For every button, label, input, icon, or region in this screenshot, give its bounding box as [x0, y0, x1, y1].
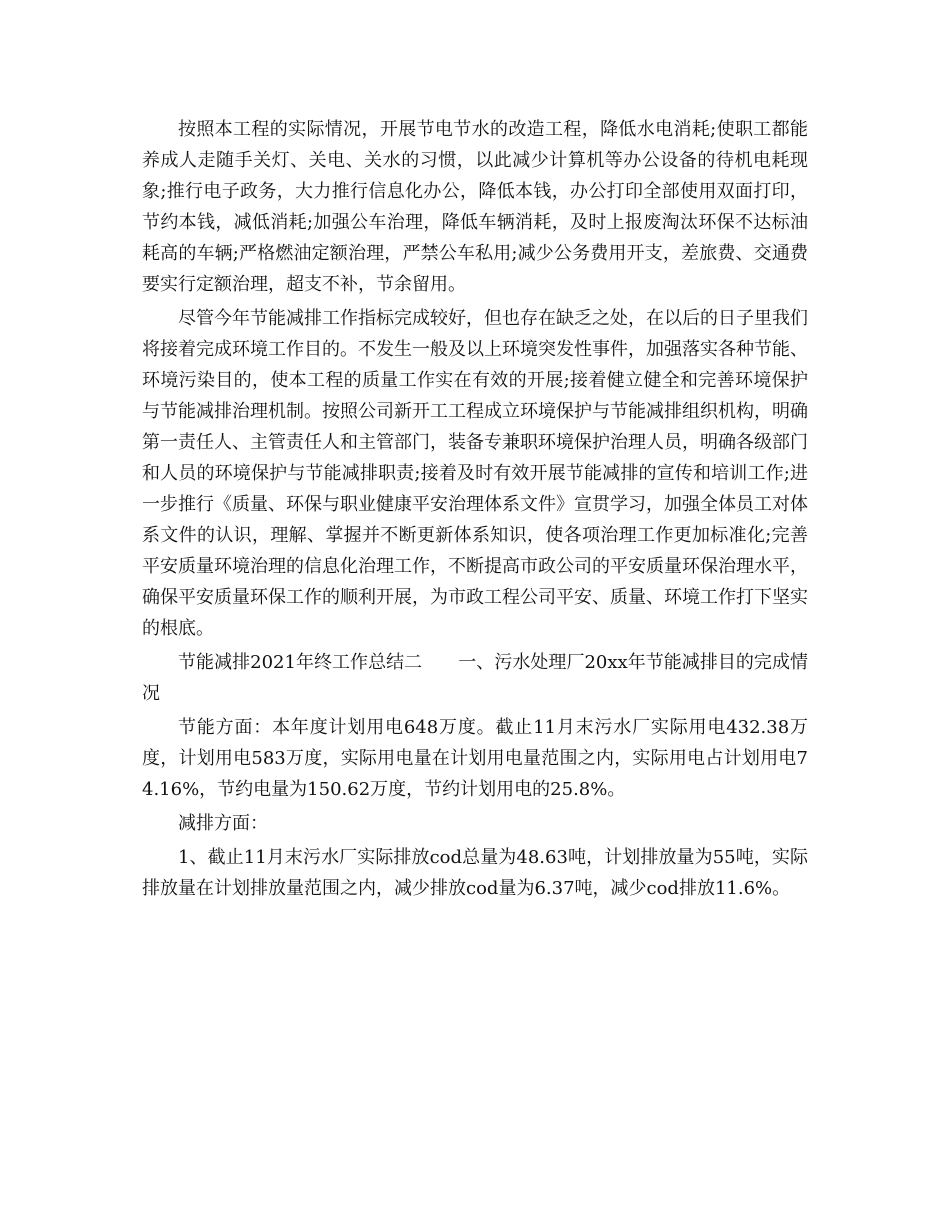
- paragraph-emission-reduction-heading: 减排方面：: [178, 813, 268, 834]
- paragraph-cod-emission: 1、截止11月末污水厂实际排放cod总量为48.63吨，计划排放量为55吨，实际排放量在计划排放量范围之内，减少排放cod量为6.37吨，减少cod排放11.6%。: [142, 847, 808, 899]
- paragraph-shortcomings-and-plans: 尽管今年节能减排工作指标完成较好，但也存在缺乏之处，在以后的日子里我们将接着完成环境工作目的。不发生一般及以上环境突发性事件，加强落实各种节能、环境污染目的，使本工程的质量工作实在有效的开展;接着健立健全和完善环境保护与节能减排治理机制。按照公司新开工工程成立环境保护与节能减排组织机构，明确第一责任人、主管责任人和主管部门，装备专兼职环境保护治理人员，明确各级部门和人员的环境保护与节能减排职责;接着及时有效开展节能减排的宣传和培训工作;进一步推行《质量、环保与职业健康平安治理体系文件》宣贯学习，加强全体员工对体系文件的认识，理解、掌握并不断更新体系知识，使各项治理工作更加标准化;完善平安质量环境治理的信息化治理工作，不断提高市政公司的平安质量环保治理水平，确保平安质量环保工作的顺利开展，为市政工程公司平安、质量、环境工作打下坚实的根底。: [142, 308, 808, 639]
- paragraph-energy-saving-results: 节能方面：本年度计划用电648万度。截止11月末污水厂实际用电432.38万度，计划用电583万度，实际用电量在计划用电量范围之内，实际用电占计划用电74.16%，节约电量为150.62万度，节约计划用电的25.8%。: [142, 717, 808, 800]
- paragraph-energy-saving-measures: 按照本工程的实际情况，开展节电节水的改造工程，降低水电消耗;使职工都能养成人走随手关灯、关电、关水的习惯，以此减少计算机等办公设备的待机电耗现象;推行电子政务，大力推行信息化办公，降低本钱，办公打印全部使用双面打印，节约本钱，减低消耗;加强公车治理，降低车辆消耗，及时上报废淘汰环保不达标油耗高的车辆;严格燃油定额治理，严禁公车私用;减少公务费用开支，差旅费、交通费要实行定额治理，超支不补，节余留用。: [142, 119, 808, 295]
- document-body: [142, 114, 808, 907]
- paragraph-section-heading: 节能减排2021年终工作总结二 一、污水处理厂20xx年节能减排目的完成情况: [142, 652, 808, 704]
